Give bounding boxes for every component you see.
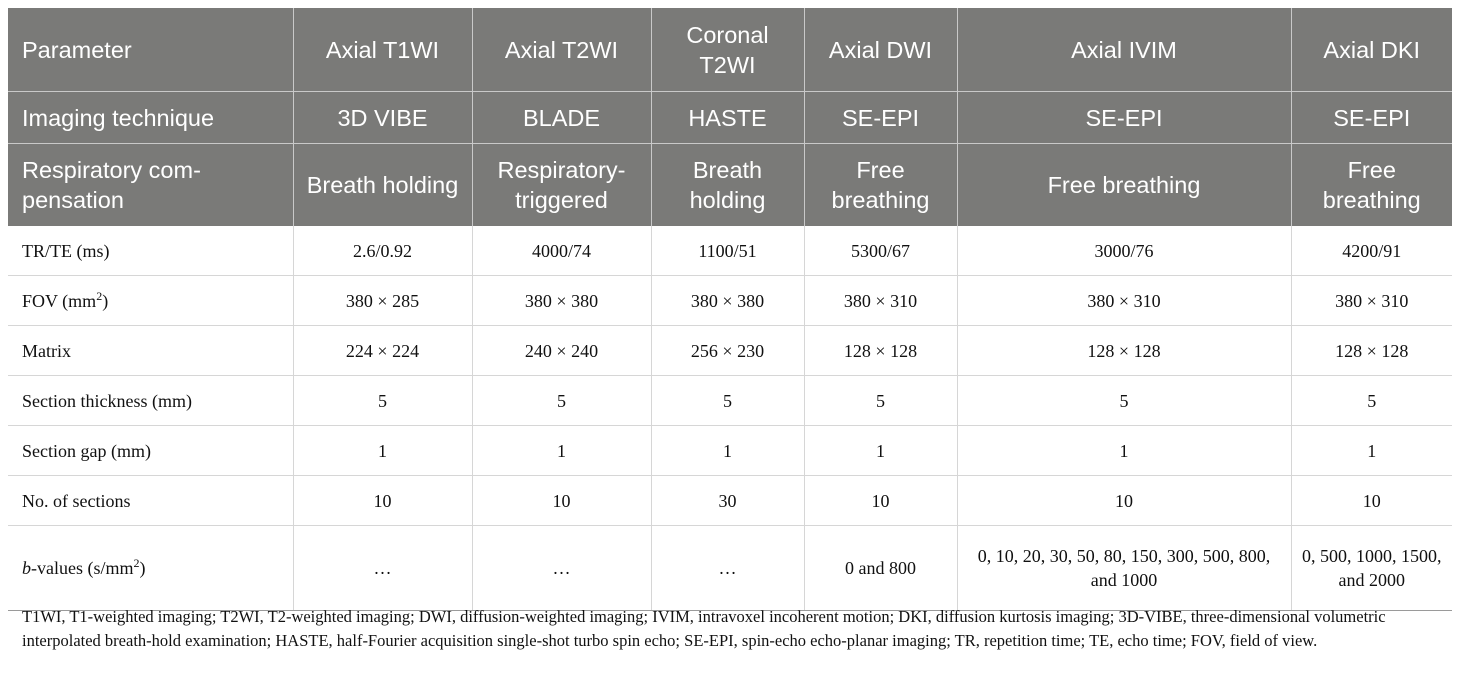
table-cell: 5 (293, 376, 472, 426)
respiratory-cell: Free breathing (957, 144, 1291, 227)
table-row (8, 476, 1452, 526)
header-row-technique (8, 92, 1452, 144)
table-cell: … (472, 526, 651, 611)
header-row-respiratory (8, 144, 1452, 227)
header-respiratory-compensation: Respiratory compensation (8, 144, 293, 227)
table-cell: 5 (957, 376, 1291, 426)
header-axial-t2wi: Axial T2WI (472, 8, 651, 92)
table-cell: 128 × 128 (957, 326, 1291, 376)
table-cell: 5 (804, 376, 957, 426)
table-cell: 240 × 240 (472, 326, 651, 376)
technique-cell: SE-EPI (957, 92, 1291, 144)
label-superscript: 2 (133, 556, 140, 570)
table-cell: 10 (293, 476, 472, 526)
label-superscript: 2 (96, 288, 103, 303)
table-cell: 224 × 224 (293, 326, 472, 376)
header-row-sequence (8, 8, 1452, 92)
table-cell: 1100/51 (651, 226, 804, 276)
table-cell: 0, 500, 1000, 1500, and 2000 (1291, 526, 1452, 611)
table-cell: 0 and 800 (804, 526, 957, 611)
table-cell: 10 (804, 476, 957, 526)
header-imaging-technique: Imaging technique (8, 92, 293, 144)
header-parameter: Parameter (8, 8, 293, 92)
table-row (8, 226, 1452, 276)
label-italic: b (22, 558, 31, 578)
table-cell: 1 (804, 426, 957, 476)
table-cell: 4200/91 (1291, 226, 1452, 276)
table-cell: 1 (293, 426, 472, 476)
respiratory-cell: Respiratory-triggered (472, 144, 651, 227)
table-row (8, 326, 1452, 376)
table-cell: 380 × 310 (1291, 276, 1452, 326)
table-cell: 380 × 310 (957, 276, 1291, 326)
row-label: Matrix (8, 326, 293, 376)
table-cell: 380 × 380 (472, 276, 651, 326)
table-cell: … (293, 526, 472, 611)
table-row (8, 376, 1452, 426)
technique-cell: 3D VIBE (293, 92, 472, 144)
respiratory-cell: Free breathing (1291, 144, 1452, 227)
label-text-end: ) (102, 290, 109, 311)
table-cell: 10 (472, 476, 651, 526)
technique-cell: BLADE (472, 92, 651, 144)
table-cell: 5 (651, 376, 804, 426)
table-cell: 380 × 285 (293, 276, 472, 326)
row-label (8, 526, 293, 611)
label-text: -values (s/mm (31, 558, 134, 578)
table-cell: 1 (1291, 426, 1452, 476)
label-text-end: ) (139, 558, 146, 578)
header-axial-t1wi: Axial T1WI (293, 8, 472, 92)
table-cell: 128 × 128 (1291, 326, 1452, 376)
table-cell: 1 (472, 426, 651, 476)
table-cell: 5 (472, 376, 651, 426)
table-cell: 0, 10, 20, 30, 50, 80, 150, 300, 500, 800, and 1000 (957, 526, 1291, 611)
label-text: FOV (mm (22, 290, 97, 311)
table-row (8, 526, 1452, 611)
row-label: No. of sections (8, 476, 293, 526)
header-axial-dki: Axial DKI (1291, 8, 1452, 92)
mri-parameters-table (8, 8, 1452, 611)
table-row (8, 276, 1452, 326)
technique-cell: HASTE (651, 92, 804, 144)
table-cell: 3000/76 (957, 226, 1291, 276)
respiratory-cell: Breath holding (651, 144, 804, 227)
table-cell: 1 (957, 426, 1291, 476)
table-cell: 380 × 380 (651, 276, 804, 326)
technique-cell: SE-EPI (804, 92, 957, 144)
table-cell: 5300/67 (804, 226, 957, 276)
table-cell: 1 (651, 426, 804, 476)
table-row (8, 426, 1452, 476)
table-cell: 256 × 230 (651, 326, 804, 376)
table-cell: 5 (1291, 376, 1452, 426)
header-axial-ivim: Axial IVIM (957, 8, 1291, 92)
row-label: Section thickness (mm) (8, 376, 293, 426)
table-cell: 10 (1291, 476, 1452, 526)
header-axial-dwi: Axial DWI (804, 8, 957, 92)
respiratory-cell: Free breathing (804, 144, 957, 227)
table-cell: 30 (651, 476, 804, 526)
table-cell: … (651, 526, 804, 611)
technique-cell: SE-EPI (1291, 92, 1452, 144)
row-label (8, 276, 293, 326)
table-cell: 380 × 310 (804, 276, 957, 326)
table-cell: 4000/74 (472, 226, 651, 276)
parameters-table-container (8, 8, 1452, 611)
header-coronal-t2wi: Coronal T2WI (651, 8, 804, 92)
table-footnote: T1WI, T1-weighted imaging; T2WI, T2-weighted imaging; DWI, diffusion-weighted imaging; IVIM, intravoxel incoherent motion; DKI, diffusion kurtosis imaging; 3D-VIBE, three-dimensional volumetric interpolated breath-hold examination; HASTE, half-Fourier acquisition single-shot turbo spin echo; SE-EPI, spin-echo echo-planar imaging; TR, repetition time; TE, echo time; FOV, field of view. (22, 607, 1386, 650)
table-cell: 128 × 128 (804, 326, 957, 376)
respiratory-cell: Breath holding (293, 144, 472, 227)
row-label: TR/TE (ms) (8, 226, 293, 276)
row-label: Section gap (mm) (8, 426, 293, 476)
table-cell: 2.6/0.92 (293, 226, 472, 276)
table-cell: 10 (957, 476, 1291, 526)
